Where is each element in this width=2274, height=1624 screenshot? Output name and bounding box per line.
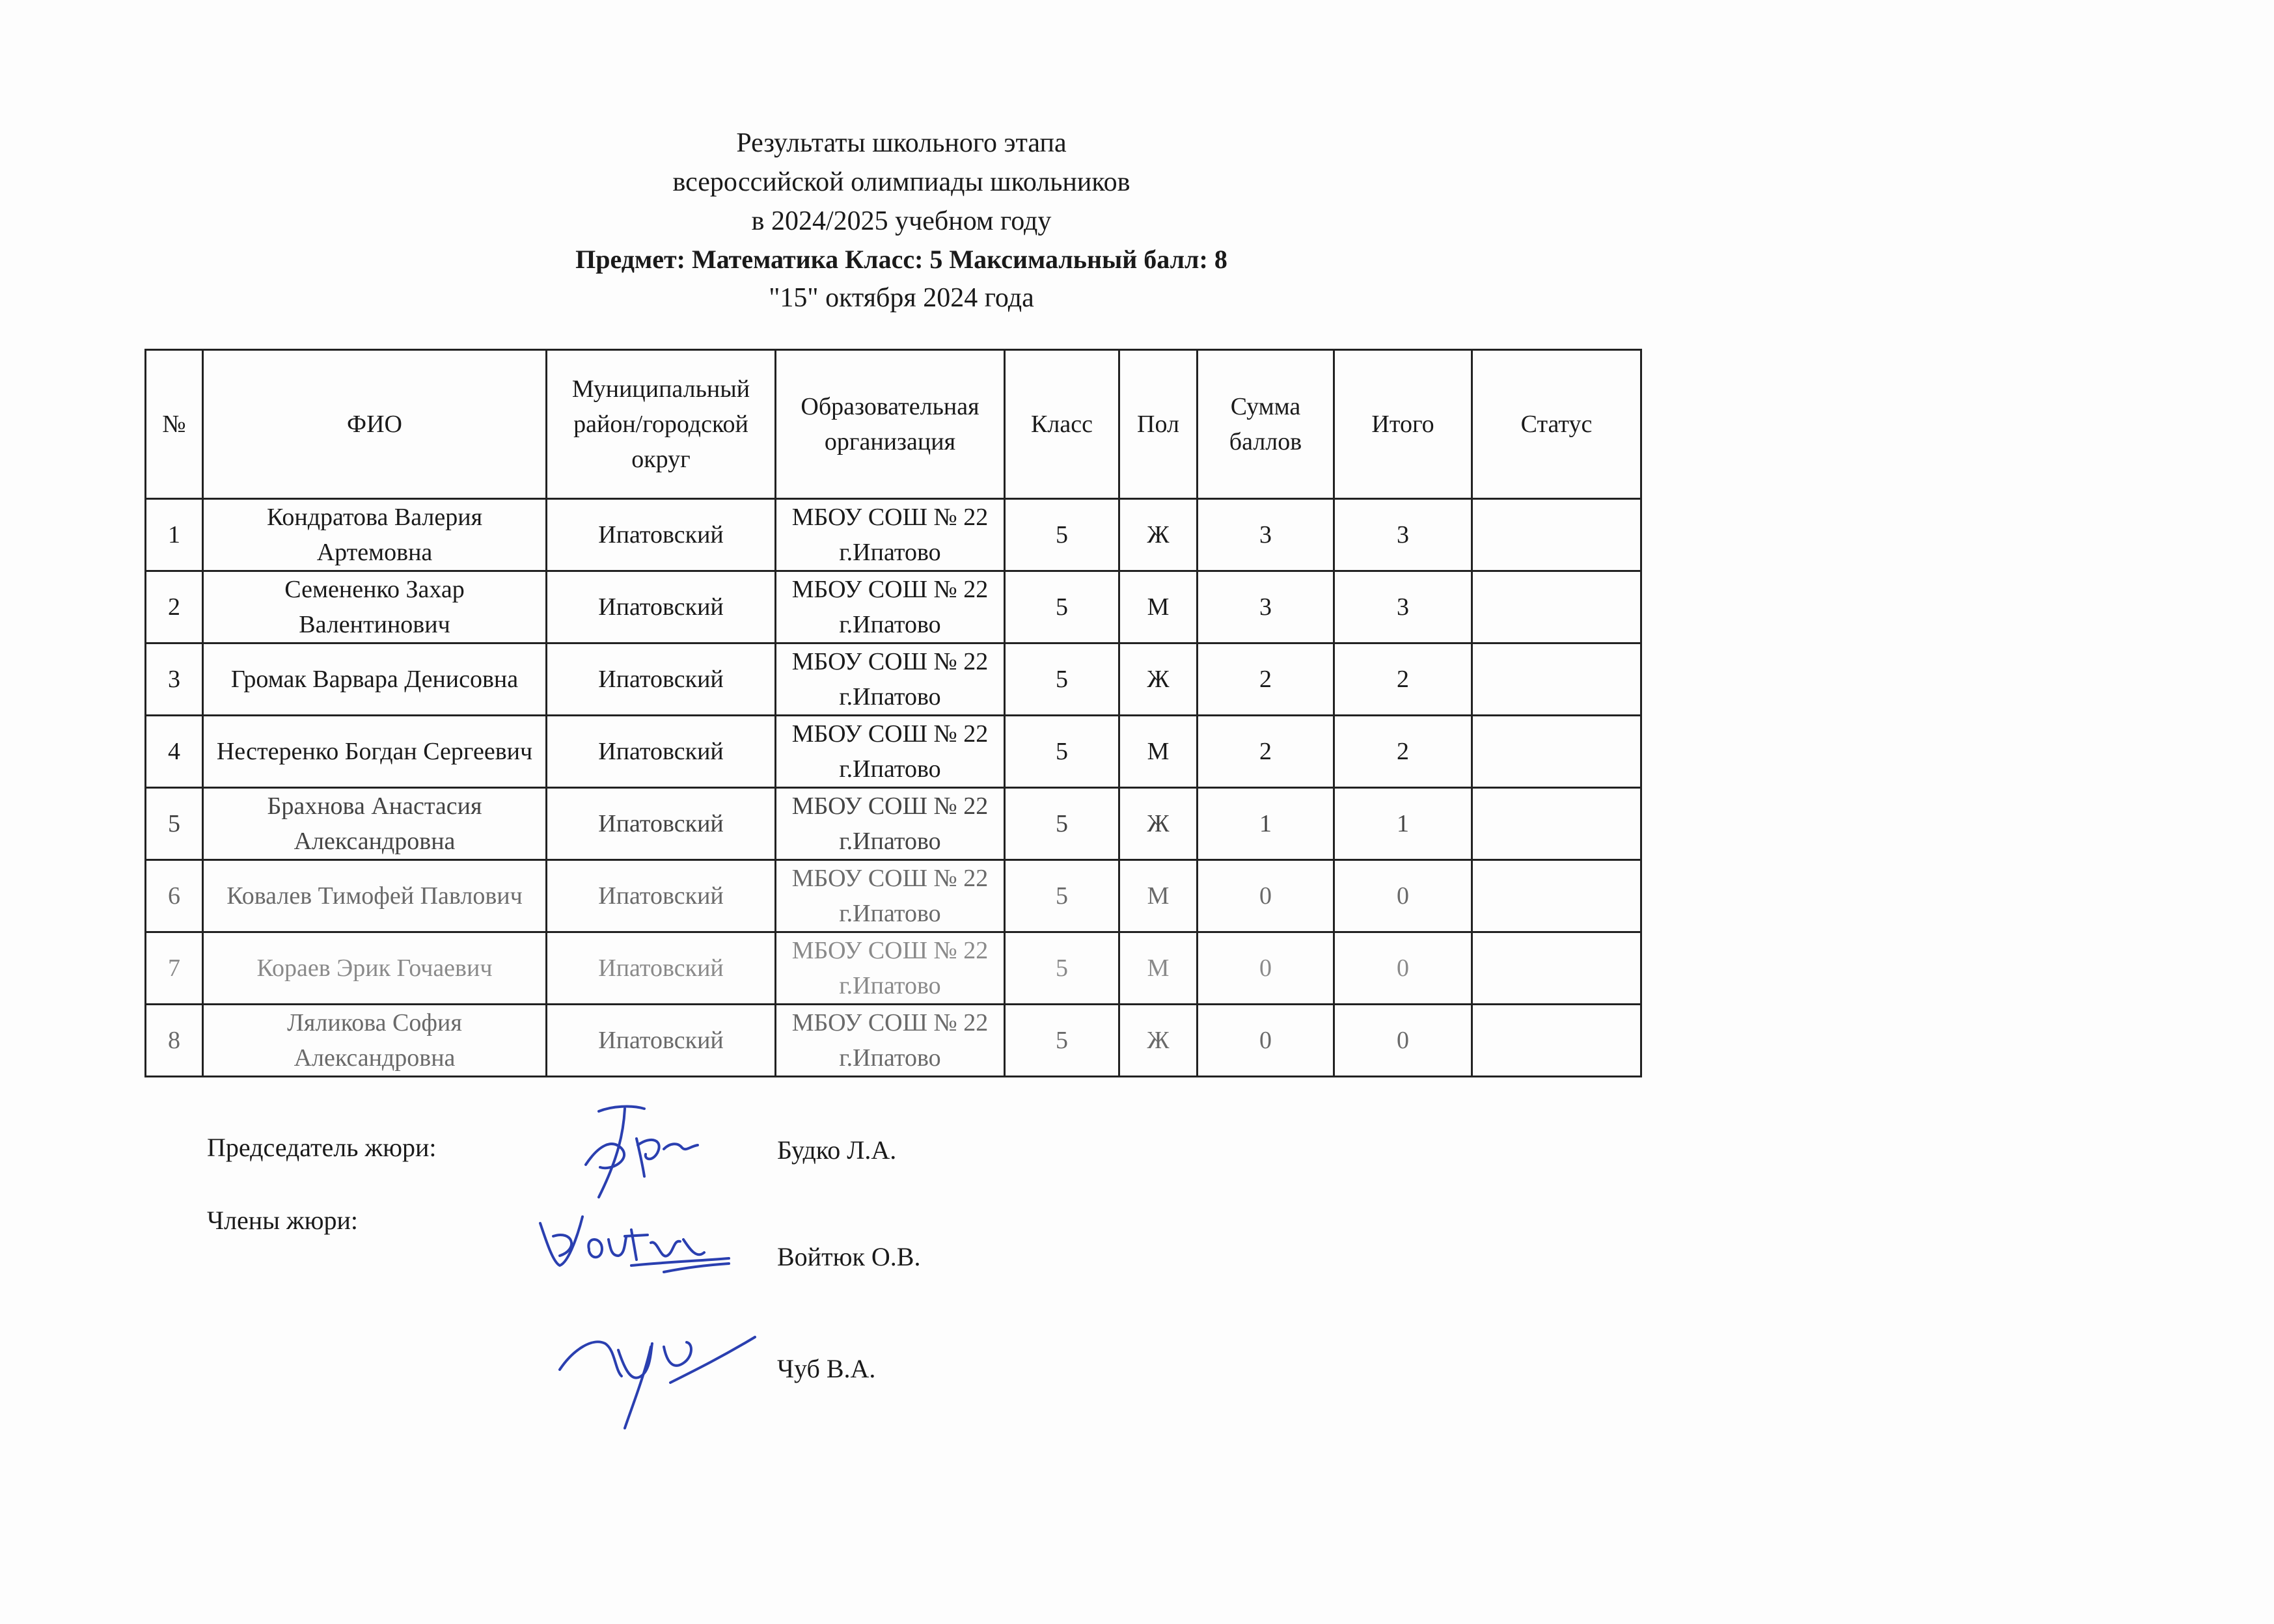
- cell-sum: 2: [1198, 716, 1334, 788]
- cell-grade: 5: [1005, 643, 1119, 716]
- cell-sex: Ж: [1119, 788, 1198, 860]
- cell-sum: 0: [1198, 860, 1334, 932]
- cell-number: 6: [146, 860, 203, 932]
- signature-chair-icon: [560, 1100, 716, 1210]
- cell-total: 2: [1334, 716, 1472, 788]
- cell-total: 3: [1334, 571, 1472, 643]
- cell-number: 3: [146, 643, 203, 716]
- cell-fio: Кораев Эрик Гочаевич: [203, 932, 547, 1005]
- cell-fio: Ковалев Тимофей Павлович: [203, 860, 547, 932]
- cell-sum: 0: [1198, 932, 1334, 1005]
- col-header-status: Статус: [1472, 350, 1641, 499]
- cell-district: Ипатовский: [547, 643, 776, 716]
- cell-org: МБОУ СОШ № 22 г.Ипатово: [776, 932, 1005, 1005]
- cell-sex: Ж: [1119, 499, 1198, 571]
- cell-fio: Громак Варвара Денисовна: [203, 643, 547, 716]
- signature-member2-icon: [553, 1324, 761, 1435]
- cell-fio: Семененко Захар Валентинович: [203, 571, 547, 643]
- title-line-1: Результаты школьного этапа: [736, 128, 1067, 158]
- jury-member1-name: Войтюк О.В.: [777, 1242, 921, 1271]
- cell-org: МБОУ СОШ № 22 г.Ипатово: [776, 499, 1005, 571]
- cell-org: МБОУ СОШ № 22 г.Ипатово: [776, 860, 1005, 932]
- cell-sex: М: [1119, 860, 1198, 932]
- col-header-sum: Сумма баллов: [1198, 350, 1334, 499]
- cell-grade: 5: [1005, 1005, 1119, 1077]
- cell-district: Ипатовский: [547, 716, 776, 788]
- cell-district: Ипатовский: [547, 788, 776, 860]
- col-header-district: Муниципальный район/городской округ: [547, 350, 776, 499]
- col-header-total: Итого: [1334, 350, 1472, 499]
- cell-org: МБОУ СОШ № 22 г.Ипатово: [776, 571, 1005, 643]
- cell-org: МБОУ СОШ № 22 г.Ипатово: [776, 1005, 1005, 1077]
- col-header-grade: Класс: [1005, 350, 1119, 499]
- col-header-number: №: [146, 350, 203, 499]
- cell-fio: Кондратова Валерия Артемовна: [203, 499, 547, 571]
- cell-grade: 5: [1005, 788, 1119, 860]
- col-header-sex: Пол: [1119, 350, 1198, 499]
- cell-number: 8: [146, 1005, 203, 1077]
- jury-member2-name: Чуб В.А.: [777, 1354, 876, 1383]
- cell-sex: М: [1119, 716, 1198, 788]
- cell-grade: 5: [1005, 860, 1119, 932]
- cell-sum: 3: [1198, 499, 1334, 571]
- title-line-3: в 2024/2025 учебном году: [751, 206, 1052, 236]
- col-header-fio: ФИО: [203, 350, 547, 499]
- cell-number: 4: [146, 716, 203, 788]
- cell-grade: 5: [1005, 571, 1119, 643]
- cell-fio: Брахнова Анастасия Александровна: [203, 788, 547, 860]
- title-line-2: всероссийской олимпиады школьников: [672, 167, 1130, 197]
- document-date: "15" октября 2024 года: [769, 283, 1034, 313]
- cell-total: 2: [1334, 643, 1472, 716]
- cell-total: 3: [1334, 499, 1472, 571]
- cell-grade: 5: [1005, 932, 1119, 1005]
- cell-sum: 3: [1198, 571, 1334, 643]
- cell-district: Ипатовский: [547, 499, 776, 571]
- cell-sum: 2: [1198, 643, 1334, 716]
- col-header-org: Образовательная организация: [776, 350, 1005, 499]
- cell-district: Ипатовский: [547, 860, 776, 932]
- cell-district: Ипатовский: [547, 932, 776, 1005]
- signature-member1-icon: [534, 1204, 735, 1282]
- cell-number: 2: [146, 571, 203, 643]
- cell-sum: 0: [1198, 1005, 1334, 1077]
- cell-number: 5: [146, 788, 203, 860]
- cell-total: 1: [1334, 788, 1472, 860]
- jury-chair-name: Будко Л.А.: [777, 1135, 897, 1165]
- cell-grade: 5: [1005, 499, 1119, 571]
- cell-total: 0: [1334, 860, 1472, 932]
- cell-fio: Нестеренко Богдан Сергеевич: [203, 716, 547, 788]
- cell-org: МБОУ СОШ № 22 г.Ипатово: [776, 788, 1005, 860]
- cell-total: 0: [1334, 1005, 1472, 1077]
- cell-org: МБОУ СОШ № 22 г.Ипатово: [776, 716, 1005, 788]
- subject-line: Предмет: Математика Класс: 5 Максимальный балл: 8: [575, 245, 1227, 274]
- cell-number: 1: [146, 499, 203, 571]
- jury-chair-label: Председатель жюри:: [207, 1133, 437, 1162]
- cell-sex: М: [1119, 571, 1198, 643]
- cell-sex: Ж: [1119, 643, 1198, 716]
- cell-grade: 5: [1005, 716, 1119, 788]
- cell-district: Ипатовский: [547, 1005, 776, 1077]
- cell-sex: М: [1119, 932, 1198, 1005]
- cell-district: Ипатовский: [547, 571, 776, 643]
- cell-fio: Ляликова София Александровна: [203, 1005, 547, 1077]
- cell-number: 7: [146, 932, 203, 1005]
- cell-total: 0: [1334, 932, 1472, 1005]
- cell-sex: Ж: [1119, 1005, 1198, 1077]
- cell-org: МБОУ СОШ № 22 г.Ипатово: [776, 643, 1005, 716]
- jury-members-label: Члены жюри:: [207, 1206, 359, 1235]
- cell-sum: 1: [1198, 788, 1334, 860]
